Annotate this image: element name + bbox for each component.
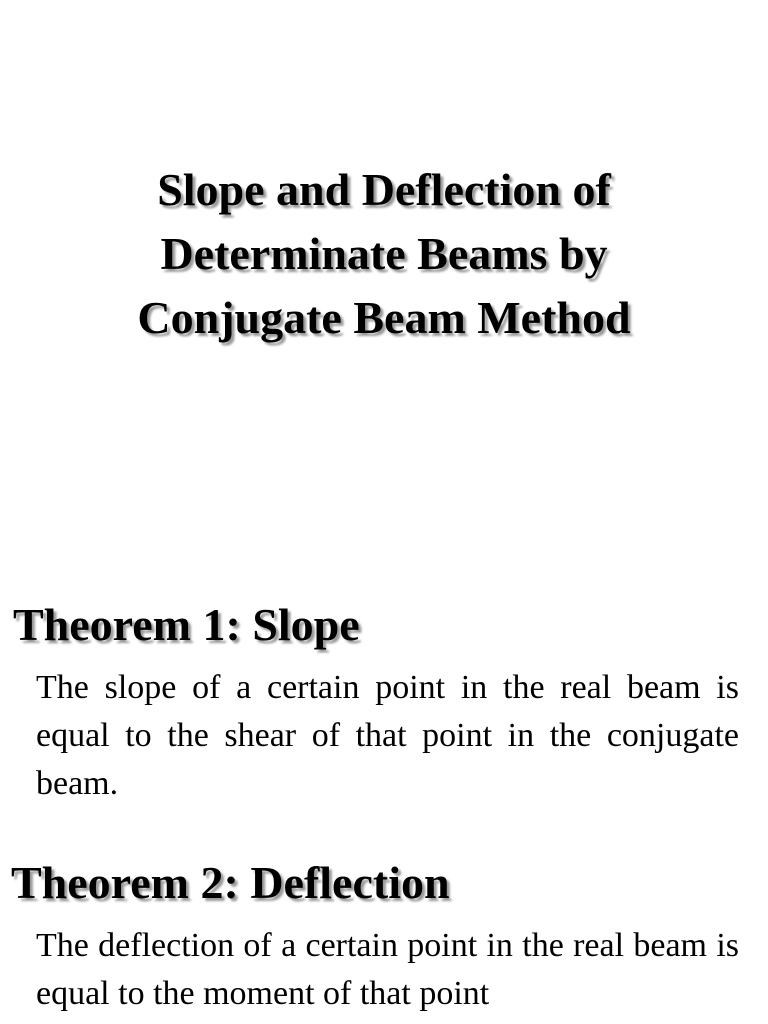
theorem-2-body: The deflection of a certain point in the real beam is equal to the moment of that point (36, 927, 739, 1012)
theorem-1-heading: Theorem 1: Slope (13, 599, 360, 650)
title-line: Determinate Beams by (160, 228, 608, 279)
slide-title (60, 158, 708, 350)
title-line: Conjugate Beam Method (137, 292, 631, 343)
theorem-2-heading: Theorem 2: Deflection (11, 857, 450, 908)
theorem-1-body: The slope of a certain point in the real beam is equal to the shear of that point in the conjugate beam. (36, 669, 739, 802)
title-line: Slope and Deflection of (157, 164, 611, 215)
